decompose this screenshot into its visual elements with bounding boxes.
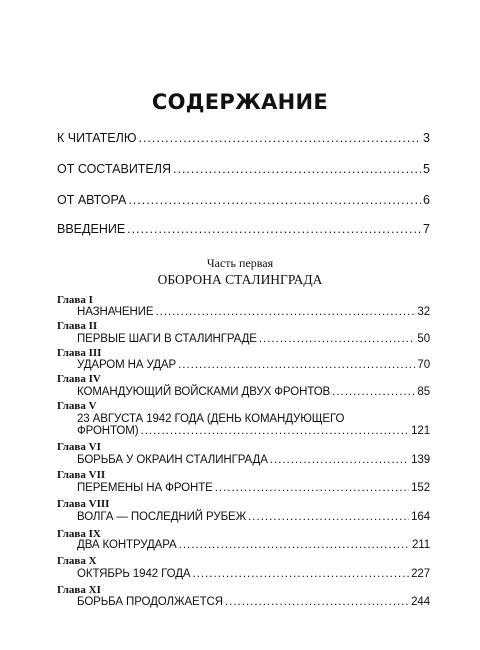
chapter-entry xyxy=(77,333,430,345)
chapter-entry xyxy=(77,482,430,494)
chapter-title-line2-row xyxy=(77,425,430,437)
chapter-title: БОРЬБА У ОКРАИН СТАЛИНГРАДА xyxy=(77,454,268,466)
chapter-page: 139 xyxy=(411,454,430,466)
chapter-title-line2: ФРОНТОМ) xyxy=(77,425,139,437)
toc-entry-page: 3 xyxy=(423,131,430,145)
chapter-label: Глава II xyxy=(57,320,98,332)
chapter-title: ОКТЯБРЬ 1942 ГОДА xyxy=(77,568,191,580)
leader-dots xyxy=(178,359,415,371)
toc-entry-label: ОТ СОСТАВИТЕЛЯ xyxy=(57,162,172,176)
page-title: СОДЕРЖАНИЕ xyxy=(151,90,329,114)
leader-dots xyxy=(215,482,409,494)
chapter-title: УДАРОМ НА УДАР xyxy=(77,359,177,371)
chapter-entry xyxy=(77,511,430,523)
chapter-page: 32 xyxy=(417,306,430,318)
chapter-page: 85 xyxy=(417,386,430,398)
chapter-title: ДВА КОНТРУДАРА xyxy=(77,539,177,551)
chapter-entry xyxy=(77,568,430,580)
chapter-label: Глава III xyxy=(57,347,102,359)
part-label: Часть первая xyxy=(206,256,274,270)
leader-dots xyxy=(248,511,409,523)
chapter-page: 152 xyxy=(411,482,430,494)
chapter-page: 227 xyxy=(411,568,430,580)
toc-entry-page: 7 xyxy=(423,222,430,236)
toc-entry-label: ВВЕДЕНИЕ xyxy=(57,222,126,236)
leader-dots xyxy=(127,222,421,236)
chapter-title: БОРЬБА ПРОДОЛЖАЕТСЯ xyxy=(77,596,223,608)
chapter-page: 50 xyxy=(417,333,430,345)
leader-dots xyxy=(259,333,416,345)
leader-dots xyxy=(225,596,409,608)
toc-entry-author xyxy=(57,193,430,207)
chapter-label: Глава IX xyxy=(57,528,101,540)
toc-entry-page: 6 xyxy=(423,193,430,207)
toc-entry-reader xyxy=(57,131,430,145)
chapter-entry xyxy=(77,539,430,551)
chapter-entry xyxy=(77,359,430,371)
chapter-label: Глава XI xyxy=(57,584,101,596)
toc-entry-compiler xyxy=(57,162,430,176)
chapter-label: Глава V xyxy=(57,400,97,412)
chapter-entry xyxy=(77,413,430,437)
chapter-page: 70 xyxy=(417,359,430,371)
chapter-page: 121 xyxy=(411,425,430,437)
chapter-page: 211 xyxy=(411,539,430,551)
chapter-label: Глава X xyxy=(57,555,97,567)
toc-entry-page: 5 xyxy=(423,162,430,176)
chapter-page: 244 xyxy=(411,596,430,608)
chapter-entry xyxy=(77,306,430,318)
leader-dots xyxy=(140,425,409,437)
leader-dots xyxy=(173,162,421,176)
leader-dots xyxy=(193,568,410,580)
chapter-page: 164 xyxy=(411,511,430,523)
toc-entry-label: ОТ АВТОРА xyxy=(57,193,127,207)
toc-entry-introduction xyxy=(57,222,430,236)
chapter-label: Глава VII xyxy=(57,469,106,481)
chapter-title: ВОЛГА — ПОСЛЕДНИЙ РУБЕЖ xyxy=(77,511,247,523)
chapter-label: Глава VIII xyxy=(57,498,110,510)
chapter-entry xyxy=(77,596,430,608)
chapter-title: ПЕРВЫЕ ШАГИ В СТАЛИНГРАДЕ xyxy=(77,333,257,345)
leader-dots xyxy=(138,131,421,145)
chapter-label: Глава I xyxy=(57,294,93,306)
leader-dots xyxy=(155,306,415,318)
chapter-label: Глава IV xyxy=(57,373,101,385)
chapter-title: КОМАНДУЮЩИЙ ВОЙСКАМИ ДВУХ ФРОНТОВ xyxy=(77,386,331,398)
leader-dots xyxy=(128,193,421,207)
part-title: ОБОРОНА СТАЛИНГРАДА xyxy=(157,272,323,287)
chapter-label: Глава VI xyxy=(57,441,101,453)
toc-entry-label: К ЧИТАТЕЛЮ xyxy=(57,131,137,145)
chapter-title-line1: 23 АВГУСТА 1942 ГОДА (ДЕНЬ КОМАНДУЮЩЕГО xyxy=(77,413,345,425)
chapter-title: ПЕРЕМЕНЫ НА ФРОНТЕ xyxy=(77,482,213,494)
leader-dots xyxy=(179,539,410,551)
chapter-title: НАЗНАЧЕНИЕ xyxy=(77,306,154,318)
chapter-entry xyxy=(77,454,430,466)
leader-dots xyxy=(270,454,409,466)
leader-dots xyxy=(332,386,415,398)
chapter-entry xyxy=(77,386,430,398)
